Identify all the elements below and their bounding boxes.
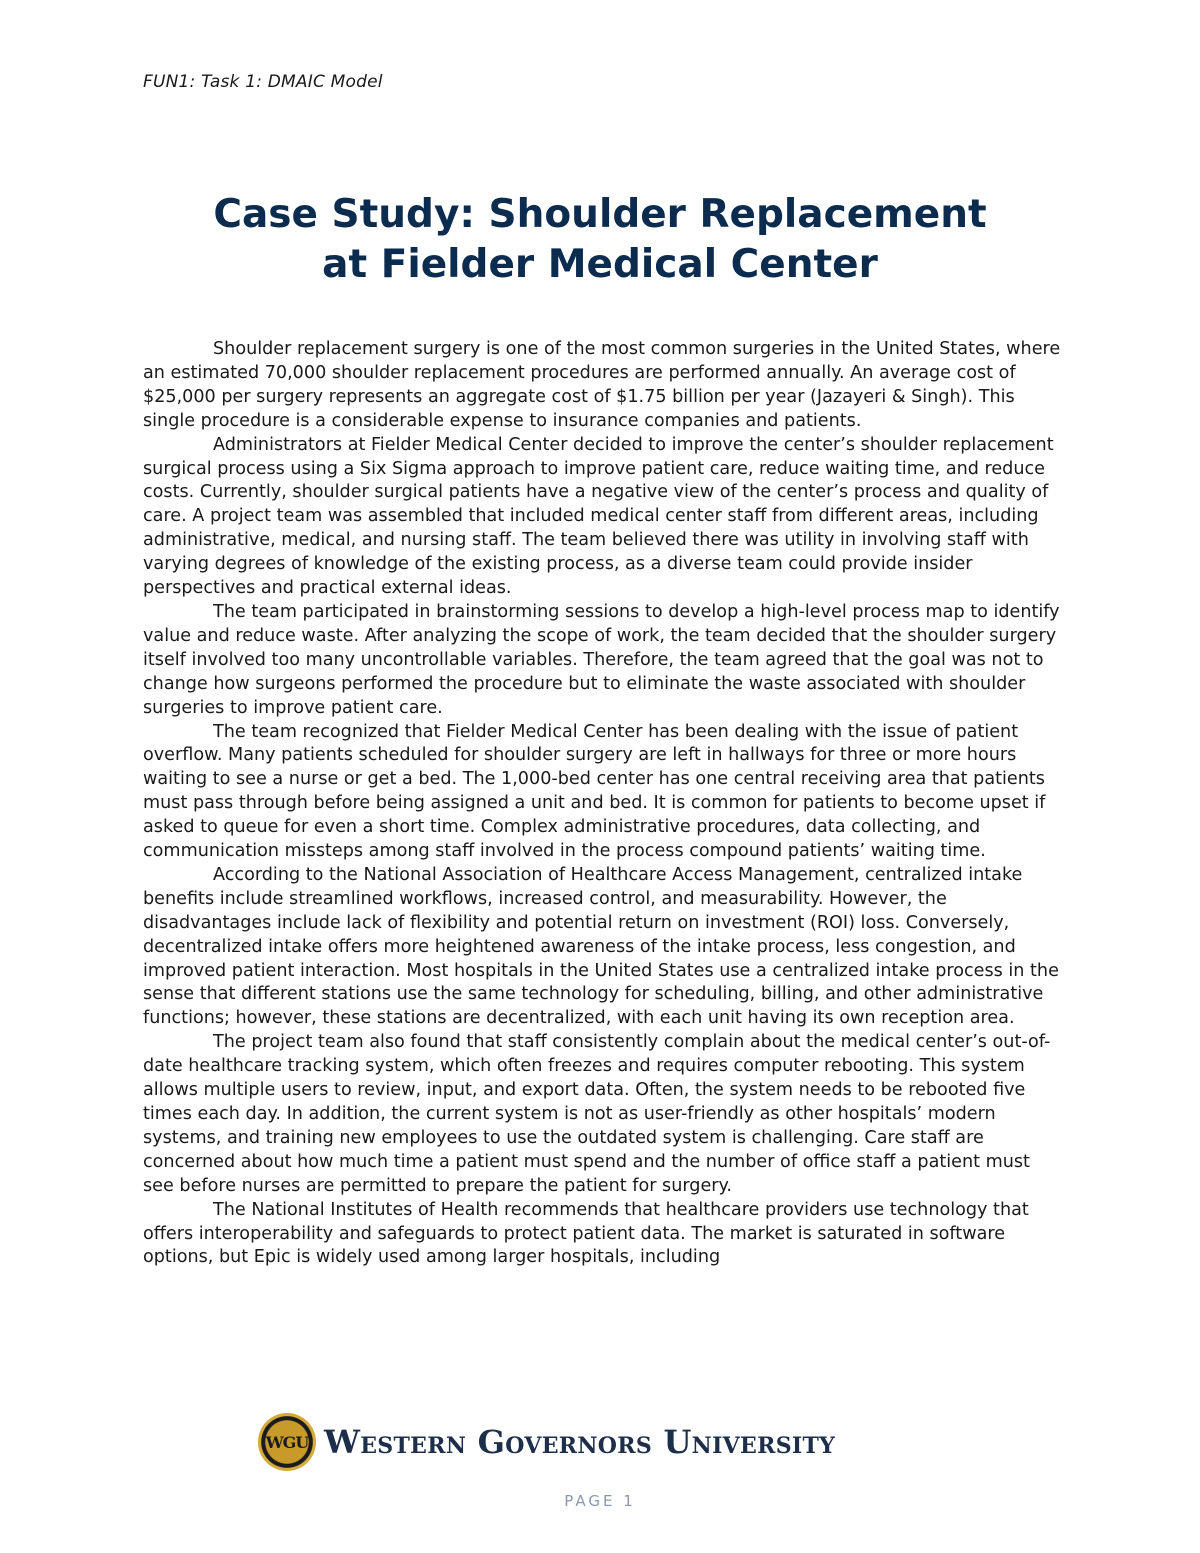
paragraph: According to the National Association of Healthcare Access Management, centralized intake benefits include streamlined workflows, increased control, and measurability. However, the disadvantages include lack of flexibility and potential return on investment (ROI) loss. Conversely, decentralized intake offers more heightened awareness of the intake process, less congestion, and improved patient interaction. Most hospitals in the United States use a centralized intake process in the sense that different stations use the same technology for scheduling, billing, and other administrative functions; however, these stations are decentralized, with each unit having its own reception area.	[143, 864, 1059, 1029]
wgu-seal-icon	[258, 1413, 316, 1471]
paragraph: The National Institutes of Health recommends that healthcare providers use technology that offers interoperability and safeguards to protect patient data. The market is saturated in software options, but Epic is widely used among larger hospitals, including	[143, 1199, 1029, 1268]
page-number: PAGE 1	[564, 1492, 636, 1510]
paragraph: The team recognized that Fielder Medical Center has been dealing with the issue of patient overflow. Many patients scheduled for shoulder surgery are left in hallways for three or more hours waiting to see a nurse or get a bed. The 1,000-bed center has one central receiving area that patients must pass through before being assigned a unit and bed. It is common for patients to become upset if asked to queue for even a short time. Complex administrative procedures, data collecting, and communication missteps among staff involved in the process compound patients’ waiting time.	[143, 721, 1046, 862]
paragraph: Administrators at Fielder Medical Center decided to improve the center’s shoulder replacement surgical process using a Six Sigma approach to improve patient care, reduce waiting time, and reduce costs. Currently, shoulder surgical patients have a negative view of the center’s process and quality of care. A project team was assembled that included medical center staff from different areas, including administrative, medical, and nursing staff. The team believed there was utility in involving staff with varying degrees of knowledge of the existing process, as a diverse team could provide insider perspectives and practical external ideas.	[143, 434, 1054, 599]
wgu-logo	[258, 1410, 835, 1474]
title-line-2: at Fielder Medical Center	[322, 242, 878, 287]
university-name: Western Governors University	[324, 1423, 836, 1461]
document-body	[143, 338, 1063, 1270]
document-title	[100, 190, 1100, 290]
paragraph: The team participated in brainstorming sessions to develop a high-level process map to identify value and reduce waste. After analyzing the scope of work, the team decided that the shoulder surgery itself involved too many uncontrollable variables. Therefore, the team agreed that the goal was not to change how surgeons performed the procedure but to eliminate the waste associated with shoulder surgeries to improve patient care.	[143, 601, 1060, 718]
running-header: FUN1: Task 1: DMAIC Model	[143, 72, 383, 92]
paragraph: The project team also found that staff consistently complain about the medical center’s out-of-date healthcare tracking system, which often freezes and requires computer rebooting. This system allows multiple users to review, input, and export data. Often, the system needs to be rebooted five times each day. In addition, the current system is not as user-friendly as other hospitals’ modern systems, and training new employees to use the outdated system is challenging. Care staff are concerned about how much time a patient must spend and the number of office staff a patient must see before nurses are permitted to prepare the patient for surgery.	[143, 1032, 1051, 1196]
title-line-1: Case Study: Shoulder Replacement	[213, 192, 987, 237]
paragraph: Shoulder replacement surgery is one of the most common surgeries in the United States, where an estimated 70,000 shoulder replacement procedures are performed annually. An average cost of $25,000 per surgery represents an aggregate cost of $1.75 billion per year (Jazayeri & Singh). This single procedure is a considerable expense to insurance companies and patients.	[143, 339, 1061, 431]
seal-lettering: WGU	[265, 1432, 309, 1452]
